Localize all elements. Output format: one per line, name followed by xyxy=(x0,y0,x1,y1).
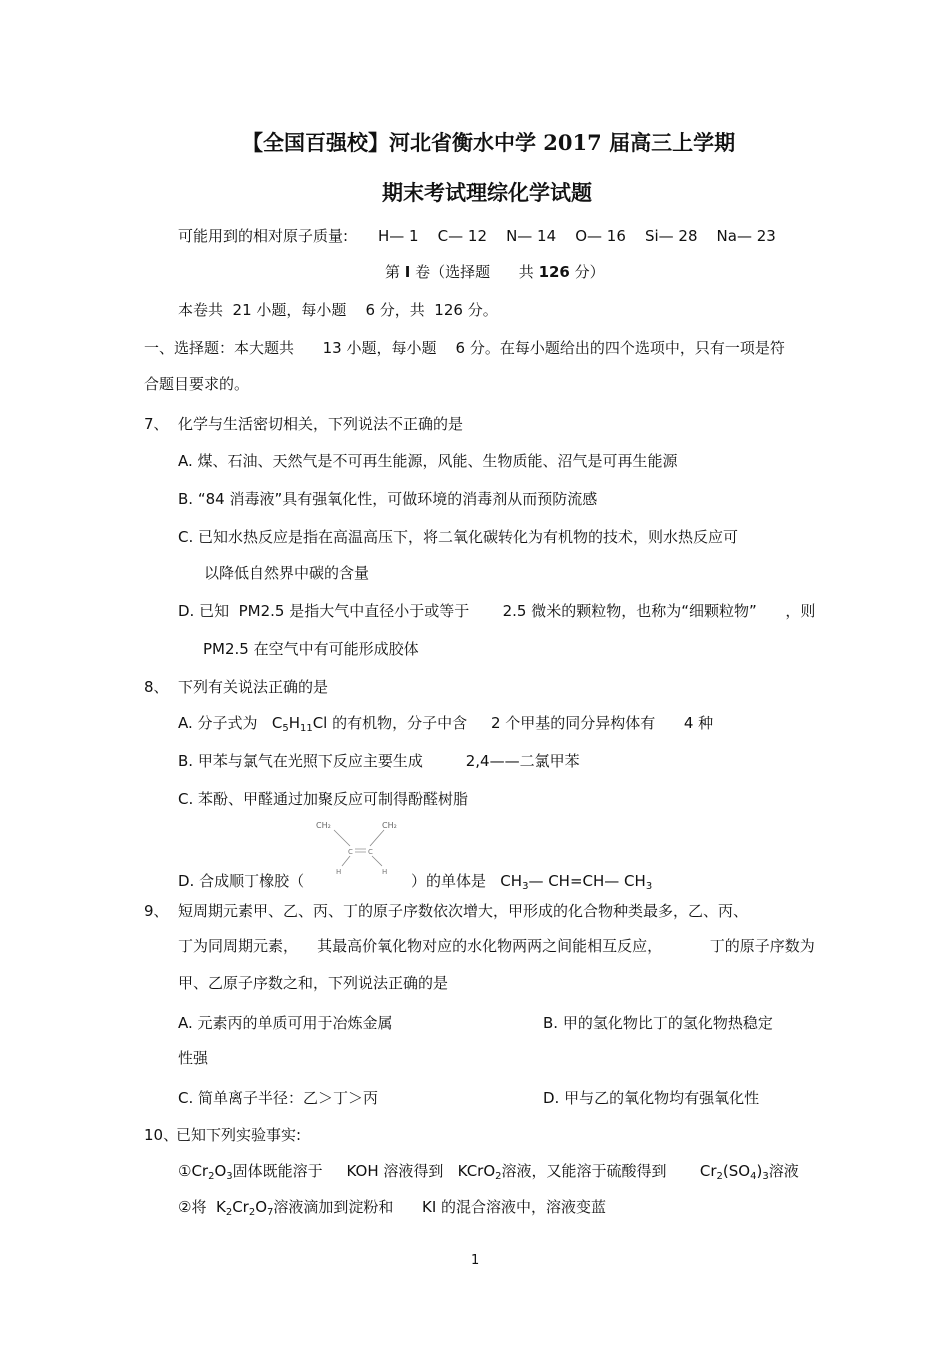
q7-option-d-line-2: PM2.5 在空气中有可能形成胶体 xyxy=(203,640,419,658)
mol-label-c-left: C xyxy=(348,848,353,856)
q10-fact-2: ②将 $K_2Cr_2O_7$溶液滴加到淀粉和 KI 的混合溶液中，溶液变蓝 xyxy=(178,1198,607,1218)
section-line-2: 合题目要求的。 xyxy=(144,375,250,393)
q8-option-c: C. 苯酚、甲醛通过加聚反应可制得酚醛树脂 xyxy=(178,790,469,808)
mol-label-h-left: H xyxy=(336,868,342,876)
q7-option-c-line-2: 以降低自然界中碳的含量 xyxy=(204,564,370,582)
mol-label-c-right: C xyxy=(368,848,373,856)
q9-option-a: A. 元素丙的单质可用于冶炼金属 xyxy=(178,1014,393,1032)
q9-stem-line-1: 短周期元素甲、乙、丙、丁的原子序数依次增大，甲形成的化合物种类最多，乙、丙、 xyxy=(178,902,749,920)
q9-option-d: D. 甲与乙的氧化物均有强氧化性 xyxy=(543,1089,760,1107)
volume-heading: 第 I 卷（选择题 共 126 分） xyxy=(385,263,605,281)
q8-stem: 下列有关说法正确的是 xyxy=(178,678,329,696)
q7-option-b: B. “84 消毒液”具有强氧化性，可做环境的消毒剂从而预防流感 xyxy=(178,490,598,508)
q10-fact-1: $①Cr_2O_3$固体既能溶于 KOH 溶液得到 KCrO$_2$溶液，又能溶于硫酸得到 $Cr_2(SO_4)_3$溶液 xyxy=(178,1162,799,1182)
q7-option-d-line-1: D. 已知 PM2.5 是指大气中直径小于或等于 2.5 微米的颗粒物，也称为“细颗粒物” ，则 xyxy=(178,602,816,620)
q8-option-d-prefix: D. 合成顺丁橡胶（ xyxy=(178,872,305,890)
mol-label-h-right: H xyxy=(382,868,388,876)
q7-option-c-line-1: C. 已知水热反应是指在高温高压下，将二氧化碳转化为有机物的技术，则水热反应可 xyxy=(178,528,739,546)
q9-option-c: C. 简单离子半径：乙＞丁＞丙 xyxy=(178,1089,379,1107)
q8-option-a: A. 分子式为 $C_5H_{11}Cl$ 的有机物，分子中含 2 个甲基的同分异构体有 4 种 xyxy=(178,714,714,734)
intro-text: 本卷共 21 小题，每小题 6 分，共 126 分。 xyxy=(178,301,498,319)
title-line-2: 期末考试理综化学试题 xyxy=(382,180,592,205)
atomic-mass-values: H— 1 C— 12 N— 14 O— 16 Si— 28 Na— 23 xyxy=(378,227,776,245)
q10-stem: 已知下列实验事实: xyxy=(176,1126,302,1144)
q7-option-a: A. 煤、石油、天然气是不可再生能源，风能、生物质能、沼气是可再生能源 xyxy=(178,452,678,470)
q7-stem: 化学与生活密切相关，下列说法不正确的是 xyxy=(178,415,464,433)
mol-label-ch2-left: CH₂ xyxy=(316,821,331,830)
q7-number: 7、 xyxy=(144,415,169,433)
q8-option-d-suffix: ）的单体是 $CH_3—$ CH=CH— $CH_3$ xyxy=(411,872,653,892)
q9-stem-line-3: 甲、乙原子序数之和，下列说法正确的是 xyxy=(178,974,449,992)
section-line-1: 一、选择题：本大题共 13 小题，每小题 6 分。在每小题给出的四个选项中，只有一项是符 xyxy=(144,339,785,357)
q10-number: 10、 xyxy=(144,1126,179,1144)
title-line-1: 【全国百强校】河北省衡水中学 2017 届高三上学期 xyxy=(242,130,736,155)
atomic-mass-label: 可能用到的相对原子质量: xyxy=(178,227,349,245)
q8-option-b: B. 甲苯与氯气在光照下反应主要生成 2,4——二氯甲苯 xyxy=(178,752,580,770)
q8-number: 8、 xyxy=(144,678,169,696)
q9-number: 9、 xyxy=(144,902,169,920)
q9-stem-line-2: 丁为同周期元素， 其最高价氧化物对应的水化物两两之间能相互反应， 丁的原子序数为 xyxy=(178,937,815,955)
mol-label-ch2-right: CH₂ xyxy=(382,821,397,830)
page-number: 1 xyxy=(471,1253,480,1268)
q9-option-b-cont: 性强 xyxy=(178,1049,209,1067)
q9-option-b: B. 甲的氢化物比丁的氢化物热稳定 xyxy=(543,1014,773,1032)
cis-polybutadiene-structure-image xyxy=(312,816,412,880)
